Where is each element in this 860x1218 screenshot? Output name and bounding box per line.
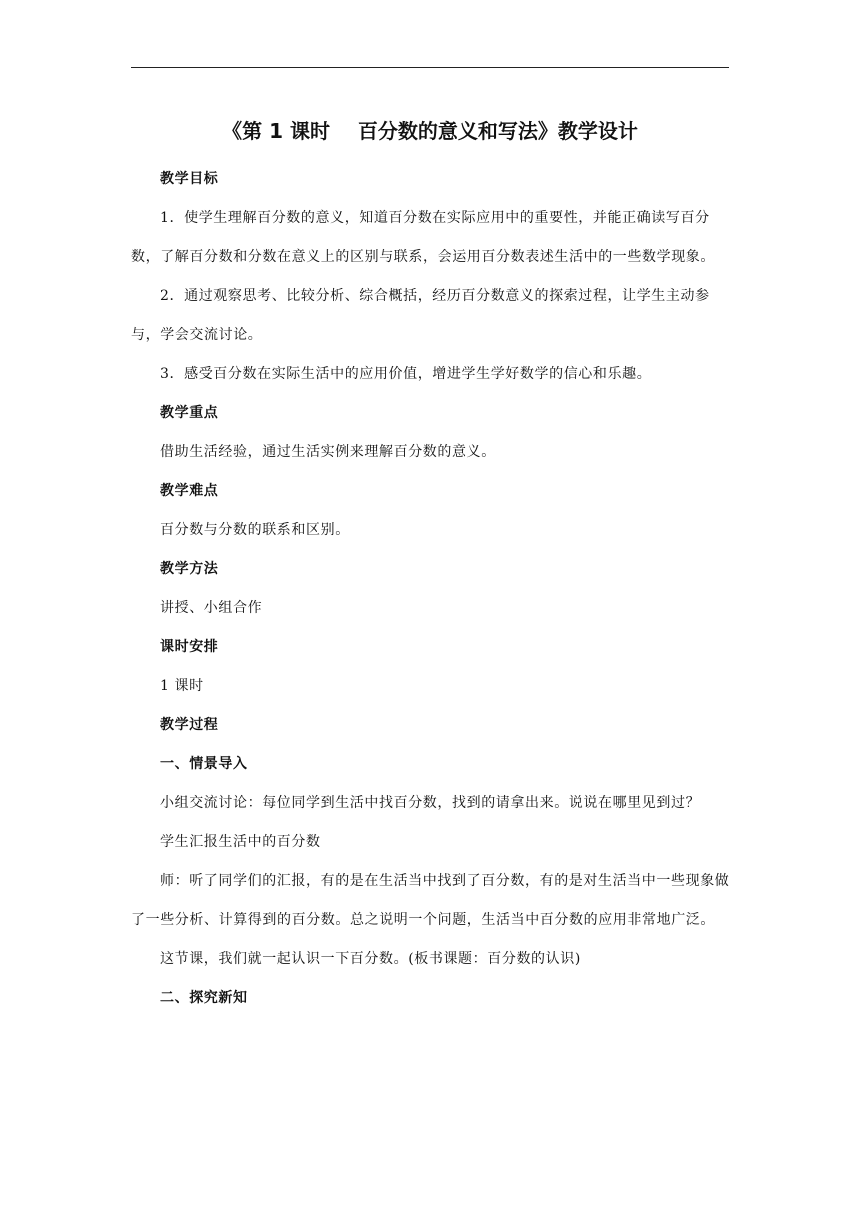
heading-process: 教学过程 bbox=[160, 717, 219, 733]
objective-2: 2．通过观察思考、比较分析、综合概括，经历百分数意义的探索过程，让学生主动参与，学会交流讨论。 bbox=[131, 288, 710, 343]
heading-part-2: 二、探究新知 bbox=[160, 990, 248, 1006]
schedule-text: 1 课时 bbox=[160, 678, 204, 694]
part-1-paragraph-2: 学生汇报生活中的百分数 bbox=[160, 834, 321, 850]
document-body bbox=[131, 160, 731, 1018]
heading-methods: 教学方法 bbox=[160, 561, 219, 577]
heading-key-points: 教学重点 bbox=[160, 405, 219, 421]
heading-objectives: 教学目标 bbox=[160, 171, 219, 187]
methods-text: 讲授、小组合作 bbox=[160, 600, 263, 616]
heading-difficulties: 教学难点 bbox=[160, 483, 219, 499]
heading-part-1: 一、情景导入 bbox=[160, 756, 248, 772]
header-rule bbox=[131, 67, 729, 68]
part-1-paragraph-4: 这节课，我们就一起认识一下百分数。(板书课题：百分数的认识) bbox=[160, 951, 581, 967]
objective-3: 3．感受百分数在实际生活中的应用价值，增进学生学好数学的信心和乐趣。 bbox=[160, 366, 652, 382]
difficulties-text: 百分数与分数的联系和区别。 bbox=[160, 522, 350, 538]
document-title: 《第 1 课时 百分数的意义和写法》教学设计 bbox=[222, 119, 638, 143]
objective-1: 1．使学生理解百分数的意义，知道百分数在实际应用中的重要性，并能正确读写百分数，了解百分数和分数在意义上的区别与联系，会运用百分数表述生活中的一些数学现象。 bbox=[131, 210, 715, 265]
part-1-paragraph-1: 小组交流讨论：每位同学到生活中找百分数，找到的请拿出来。说说在哪里见到过？ bbox=[160, 795, 701, 811]
heading-schedule: 课时安排 bbox=[160, 639, 219, 655]
part-1-paragraph-3: 师：听了同学们的汇报，有的是在生活当中找到了百分数，有的是对生活当中一些现象做了一些分析、计算得到的百分数。总之说明一个问题，生活当中百分数的应用非常地广泛。 bbox=[131, 873, 730, 928]
key-points-text: 借助生活经验，通过生活实例来理解百分数的意义。 bbox=[160, 444, 496, 460]
